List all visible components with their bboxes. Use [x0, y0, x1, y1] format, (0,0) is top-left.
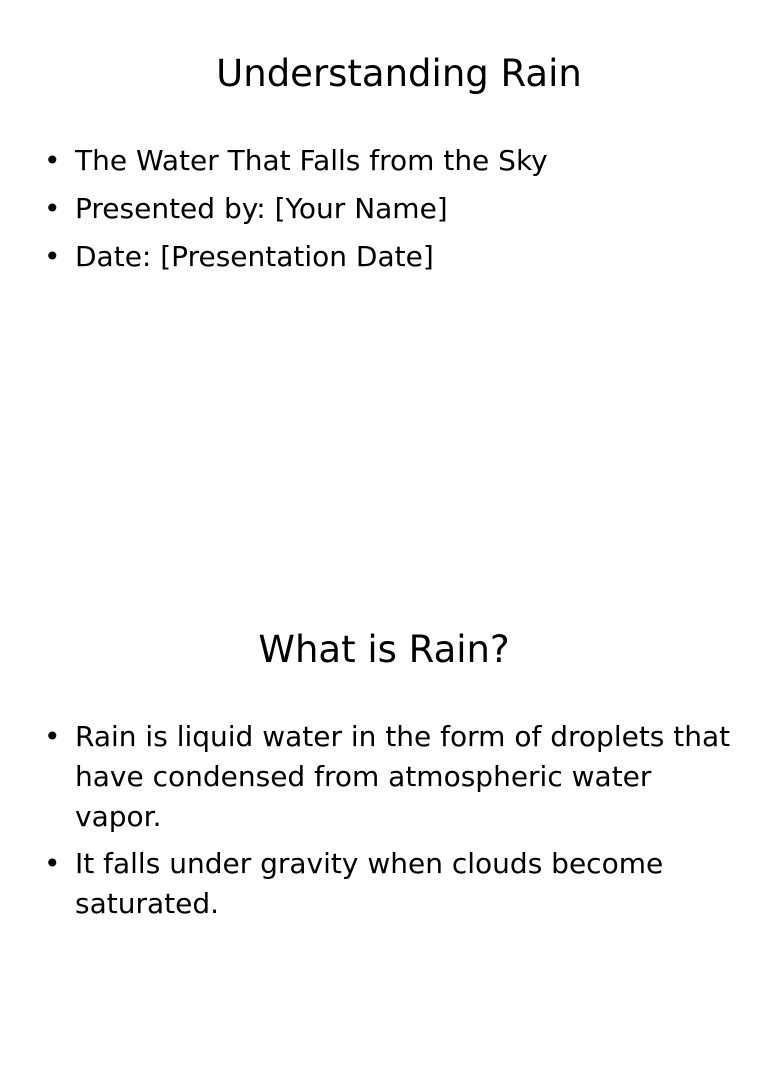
bullet-item — [44, 717, 734, 837]
bullet-text: Date: [Presentation Date] — [75, 240, 434, 273]
bullet-icon: • — [44, 144, 61, 177]
bullet-icon: • — [44, 720, 61, 753]
slide-2 — [0, 576, 768, 1088]
slide-title: Understanding Rain — [216, 52, 582, 95]
slide-title: What is Rain? — [258, 628, 510, 671]
bullet-icon: • — [44, 240, 61, 273]
bullet-text: It falls under gravity when clouds become saturated. — [75, 847, 664, 920]
bullet-list — [44, 717, 734, 931]
slide-1 — [0, 0, 768, 512]
bullet-icon: • — [44, 192, 61, 225]
bullet-text: The Water That Falls from the Sky — [75, 144, 548, 177]
bullet-icon: • — [44, 847, 61, 880]
bullet-text: Presented by: [Your Name] — [75, 192, 448, 225]
bullet-list — [44, 141, 734, 285]
bullet-item — [44, 237, 734, 277]
bullet-item — [44, 844, 734, 924]
bullet-item — [44, 141, 734, 181]
bullet-text: Rain is liquid water in the form of droplets that have condensed from atmospheric water vapor. — [75, 720, 731, 833]
bullet-item — [44, 189, 734, 229]
